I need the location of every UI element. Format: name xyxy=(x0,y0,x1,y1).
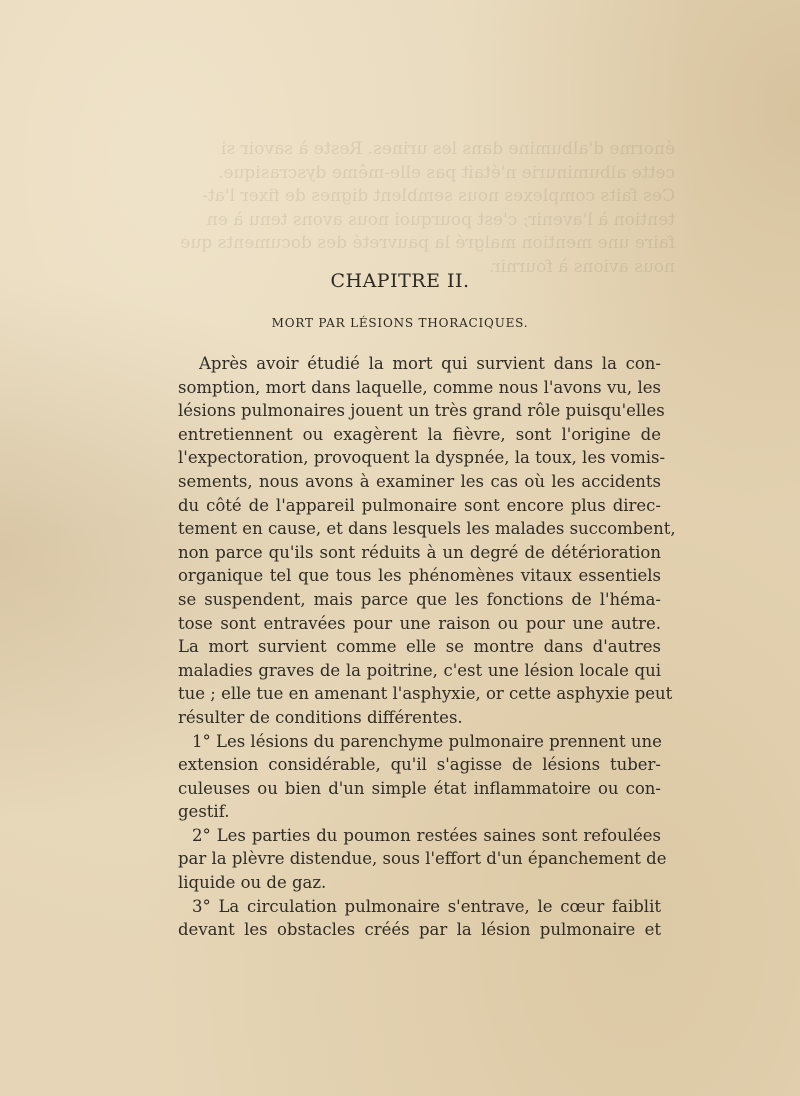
chapter-subtitle: MORT PAR LÉSIONS THORACIQUES. xyxy=(271,316,529,330)
text-line: devant les obstacles créés par la lésion pulmonaire et xyxy=(178,920,661,940)
text-line: gestif. xyxy=(178,802,230,822)
text-line: 2° Les parties du poumon restées saines sont refoulées xyxy=(192,825,661,845)
chapter-title: CHAPITRE II. xyxy=(330,270,470,292)
text-line: tose sont entravées pour une raison ou pour une autre. xyxy=(178,613,661,633)
text-line: tement en cause, et dans lesquels les malades succombent, xyxy=(178,519,676,539)
text-line: se suspendent, mais parce que les fonctions de l'héma- xyxy=(178,589,661,609)
text-line: Après avoir étudié la mort qui survient dans la con- xyxy=(199,354,661,373)
bleed-line: énorme d'albumine dans les urines. Reste à savoir si xyxy=(221,139,675,159)
bleed-line: tention à l'avenir; c'est pourquoi nous avons tenu à en xyxy=(206,209,675,230)
text-line: maladies graves de la poitrine, c'est une lésion locale qui xyxy=(178,660,661,680)
body-text xyxy=(178,352,676,942)
text-line: l'expectoration, provoquent la dyspnée, la toux, les vomis- xyxy=(178,448,666,468)
text-line: tue ; elle tue en amenant l'asphyxie, or cette asphyxie peut xyxy=(178,684,673,704)
text-line: lésions pulmonaires jouent un très grand rôle puisqu'elles xyxy=(178,401,665,421)
text-line: 3° La circulation pulmonaire s'entrave, le cœur faiblit xyxy=(192,896,661,916)
text-line: somption, mort dans laquelle, comme nous l'avons vu, les xyxy=(178,377,661,397)
text-line: du côté de l'appareil pulmonaire sont encore plus direc- xyxy=(178,495,661,515)
bleed-line: cette albuminurie n'était pas elle-même dyscrasique. xyxy=(217,162,675,183)
text-line: La mort survient comme elle se montre dans d'autres xyxy=(178,637,661,657)
text-line: résulter de conditions différentes. xyxy=(178,707,463,727)
text-line: entretiennent ou exagèrent la fièvre, sont l'origine de xyxy=(178,424,661,444)
text-line: liquide ou de gaz. xyxy=(178,873,327,893)
bleed-line: faire une mention malgré la pauvreté des documents que xyxy=(180,233,675,253)
bleed-line: nous avions à fournir. xyxy=(489,256,675,277)
bleed-line: Ces faits complexes nous semblent dignes de fixer l'at- xyxy=(202,186,675,206)
text-line: par la plèvre distendue, sous l'effort d'un épanchement de xyxy=(178,849,667,869)
bleed-through-text xyxy=(175,138,675,279)
text-line: sements, nous avons à examiner les cas où les accidents xyxy=(178,471,661,491)
text-line: non parce qu'ils sont réduits à un degré de détérioration xyxy=(178,542,661,562)
text-line: culeuses ou bien d'un simple état inflammatoire ou con- xyxy=(178,778,661,798)
text-line: organique tel que tous les phénomènes vitaux essentiels xyxy=(178,566,661,586)
text-line: extension considérable, qu'il s'agisse de lésions tuber- xyxy=(178,755,661,775)
text-line: 1° Les lésions du parenchyme pulmonaire prennent une xyxy=(192,731,662,751)
